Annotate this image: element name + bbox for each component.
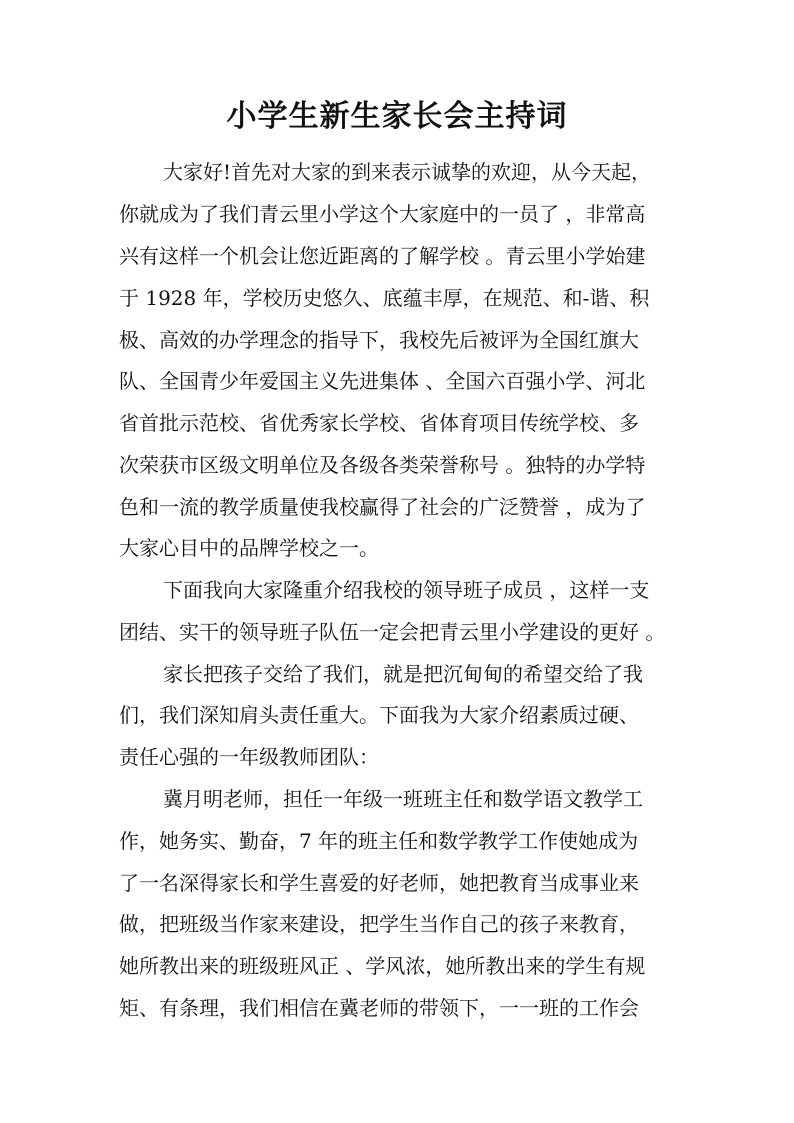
text-line: 做，把班级当作家来建设，把学生当作自己的孩子来教育， bbox=[119, 912, 639, 936]
text-line: 了一名深得家长和学生喜爱的好老师，她把教育当成事业来 bbox=[119, 871, 639, 895]
text-line: 们，我们深知肩头责任重大。下面我为大家介绍素质过硬、 bbox=[119, 703, 639, 727]
text-line: 你就成为了我们青云里小学这个大家庭中的一员了 ，非常高 bbox=[119, 202, 646, 226]
text-line: 团结、实干的领导班子队伍一定会把青云里小学建设的更好 。 bbox=[119, 620, 666, 644]
text-line: 于 1928 年，学校历史悠久、底蕴丰厚，在规范、和-谐、积 bbox=[119, 286, 650, 310]
text-line: 极、高效的办学理念的指导下，我校先后被评为全国红旗大 bbox=[119, 328, 639, 352]
text-line: 家长把孩子交给了我们，就是把沉甸甸的希望交给了我 bbox=[163, 662, 643, 686]
text-line: 大家好!首先对大家的到来表示诚挚的欢迎，从今天起， bbox=[163, 160, 652, 184]
text-line: 大家心目中的品牌学校之一。 bbox=[119, 536, 379, 560]
text-line: 省首批示范校、省优秀家长学校、省体育项目传统学校、多 bbox=[119, 411, 639, 435]
text-line: 她所教出来的班级班风正 、学风浓，她所教出来的学生有规 bbox=[119, 954, 646, 978]
document-title: 小学生新生家长会主持词 bbox=[226, 99, 568, 134]
text-line: 兴有这样一个机会让您近距离的了解学校 。青云里小学始建 bbox=[119, 244, 646, 268]
text-line: 队、全国青少年爱国主义先进集体 、全国六百强小学、河北 bbox=[119, 369, 646, 393]
text-line: 冀月明老师，担任一年级一班班主任和数学语文教学工 bbox=[163, 787, 643, 811]
text-line: 矩、有条理，我们相信在冀老师的带领下，一一班的工作会 bbox=[119, 996, 639, 1020]
text-line: 色和一流的教学质量使我校赢得了社会的广泛赞誉 ，成为了 bbox=[119, 495, 646, 519]
text-line: 责任心强的一年级教师团队： bbox=[119, 745, 379, 769]
text-line: 作，她务实、勤奋，7 年的班主任和数学教学工作使她成为 bbox=[119, 829, 639, 853]
text-line: 次荣获市区级文明单位及各级各类荣誉称号 。独特的办学特 bbox=[119, 453, 646, 477]
text-line: 下面我向大家隆重介绍我校的领导班子成员 ，这样一支 bbox=[163, 578, 650, 602]
